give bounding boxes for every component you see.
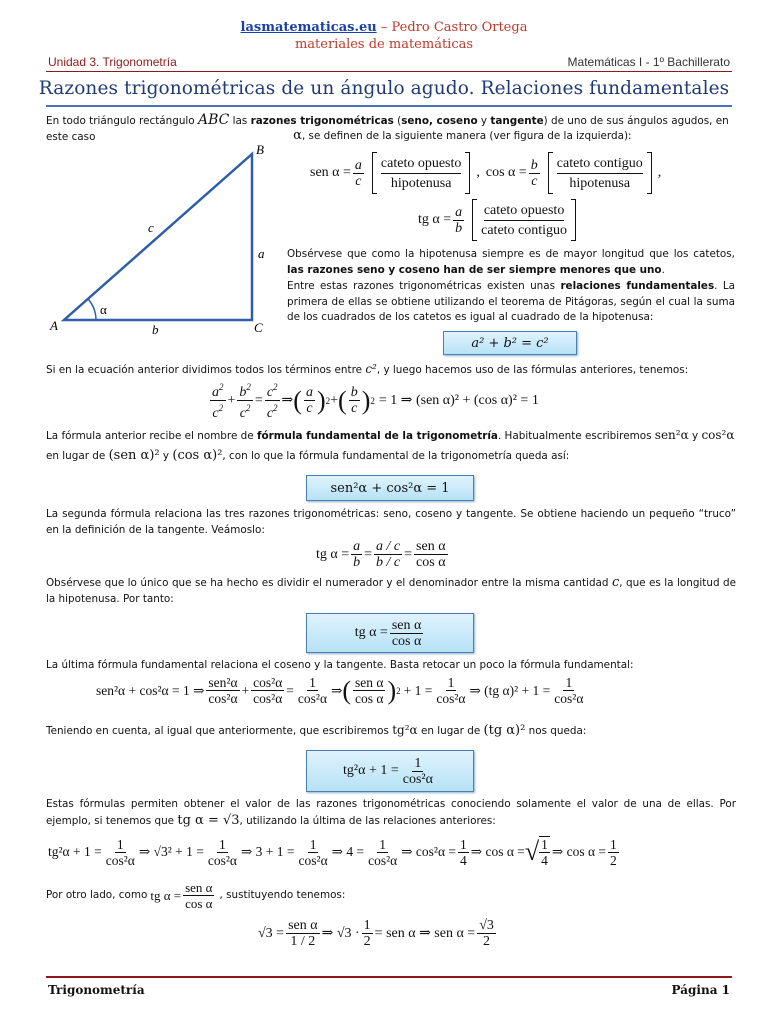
tg-definition: tg α = $\frac{a}{b}$ cateto opuesto cateto contiguo [418,199,576,241]
vertex-B: B [256,142,264,157]
sen-cos-definitions: sen α = $\frac{a}{c}$ cateto opuesto hipotenusa , cos α = $\frac{b}{c}$ cateto contiguo hipotenusa , [310,152,661,194]
header-dash: – [376,20,392,35]
paragraph-observe: Obsérvese que como la hipotenusa siempre es de mayor longitud que los catetos, las razones seno y coseno han de ser siempre menores que uno. [287,248,735,276]
paragraph-divide: Si en la ecuación anterior dividimos todos los términos entre c², y luego hacemos uso de las fórmulas anteriores, tenemos: [46,362,689,376]
unit-label: Unidad 3. Trigonometría [48,55,177,69]
fundamental-formula-box: sen²α + cos²α = 1 [306,475,474,501]
paragraph-example: Estas fórmulas permiten obtener el valor de las razones trigonométricas conociendo solamente el valor de una de ellas. Por ejemplo, si tenemos que tg α = √3, utilizando la última de las relaciones anteriores: [46,798,736,828]
page-title: Razones trigonométricas de un ángulo agudo. Relaciones fundamentales [38,78,730,99]
angle-arc [88,299,96,320]
site-link[interactable]: lasmatematicas.eu [240,20,377,35]
paragraph-intro: En todo triángulo rectángulo ABC las razones trigonométricas (seno, coseno y tangente) de uno de sus ángulos agudos, en este caso [46,112,729,143]
equation-third-derivation: sen²α + cos²α = 1 ⇒ $\frac{\text{sen²α}}{\text{cos²α}}$ + $\frac{\text{cos²α}}{\text{cos²α}}$ = $\frac{1}{\text{cos²α}}$ ⇒ ( $\frac{\text{sen α}}{\text{cos α}}$ ) 2 + 1 = $\frac{1}{\text{cos²α}}$ ⇒ (tg α)² + 1 = $\frac{1}{\text{cos²α}}$ [96,675,584,706]
paragraph-substitute: Por otro lado, como tg α = $\frac{\text{sen α}}{\text{cos α}}$ , sustituyendo tenemos: [46,880,346,911]
footer-section: Trigonometría [48,983,145,997]
footer-page-number: Página 1 [671,983,730,997]
header-subtitle: materiales de matemáticas [294,37,474,52]
equation-example-cos: tg²α + 1 = $\frac{1}{\text{cos²α}}$ ⇒ √3² + 1 = $\frac{1}{\text{cos²α}}$ ⇒ 3 + 1 = $\frac{1}{\text{cos²α}}$ ⇒ 4 = $\frac{1}{\text{cos²α}}$ ⇒ cos²α = $\frac{1}{4}$ ⇒ cos α = √ $\frac{1}{4}$ ⇒ cos α = $\frac{1}{2}$ [48,836,617,868]
vertex-A: A [50,318,58,333]
paragraph-tg-notation: Teniendo en cuenta, al igual que anteriormente, que escribiremos tg²α en lugar de (tg α)² nos queda: [46,723,587,738]
equation-tangent-trick: tg α = $\frac{a}{b}$ = $\frac{a / c}{b / c}$ = $\frac{\text{sen α}}{\text{cos α}}$ [316,539,446,570]
paragraph-fundamental: La fórmula anterior recibe el nombre de fórmula fundamental de la trigonometría. Habitualmente escribiremos sen²α y cos²α [46,428,735,442]
paragraph-fundamental-cont: en lugar de (sen α)² y (cos α)², con lo que la fórmula fundamental de la trigonometría queda así: [46,448,570,463]
right-triangle [64,154,252,320]
equation-sen-result: √3 = $\frac{\text{sen α}}{1 / 2}$ ⇒ √3 · $\frac{1}{2}$ = sen α ⇒ sen α = $\frac{√3}{2}$ [258,918,494,949]
header-line1 [0,20,768,35]
course-label: Matemáticas I - 1º Bachillerato [567,55,730,69]
angle-alpha: α [100,302,107,317]
equation-divided: $\frac{a^2}{c^2}$ + $\frac{b^2}{c^2}$ = $\frac{c^2}{c^2}$ ⇒ ( $\frac{a}{c}$ ) 2 + ( $\frac{b}{c}$ ) 2 = 1 ⇒ (sen α)² + (cos α)² = 1 [212,382,539,421]
paragraph-pythagoras: Entre estas razones trigonométricas existen unas relaciones fundamentales. La primera de ellas se obtiene utilizando el teorema de Pitágoras, según el cual la suma de los cuadrados de los catetos es igual al cuadrado de la hipotenusa: [287,280,736,323]
paragraph-second: La segunda fórmula relaciona las tres razones trigonométricas: seno, coseno y tangente. Se obtiene haciendo un pequeño “truco” en la definición de la tangente. Veámoslo: [46,508,736,536]
side-b: b [152,322,159,337]
title-rule [46,105,732,107]
vertex-C: C [254,320,263,335]
paragraph-third: La última fórmula fundamental relaciona el coseno y la tangente. Basta retocar un poco la fórmula fundamental: [46,659,634,671]
paragraph-divide-c: Obsérvese que lo único que se ha hecho es dividir el numerador y el denominador entre la misma cantidad c, que es la longitud de la hipotenusa. Por tanto: [46,575,736,605]
paragraph-intro-cont: α, se definen de la siguiente manera (ver figura de la izquierda): [293,128,632,143]
side-c: c [148,220,154,235]
footer-rule [46,976,732,978]
author: Pedro Castro Ortega [391,20,528,35]
header-rule [46,71,732,72]
tg-cos-formula-box: tg²α + 1 = $\frac{1}{\text{cos²α}}$ [306,750,474,792]
side-a: a [258,246,265,261]
tangent-formula-box: tg α = $\frac{\text{sen α}}{\text{cos α}}$ [306,613,474,653]
pythagoras-box: a² + b² = c² [443,331,577,355]
triangle-figure [40,138,280,338]
